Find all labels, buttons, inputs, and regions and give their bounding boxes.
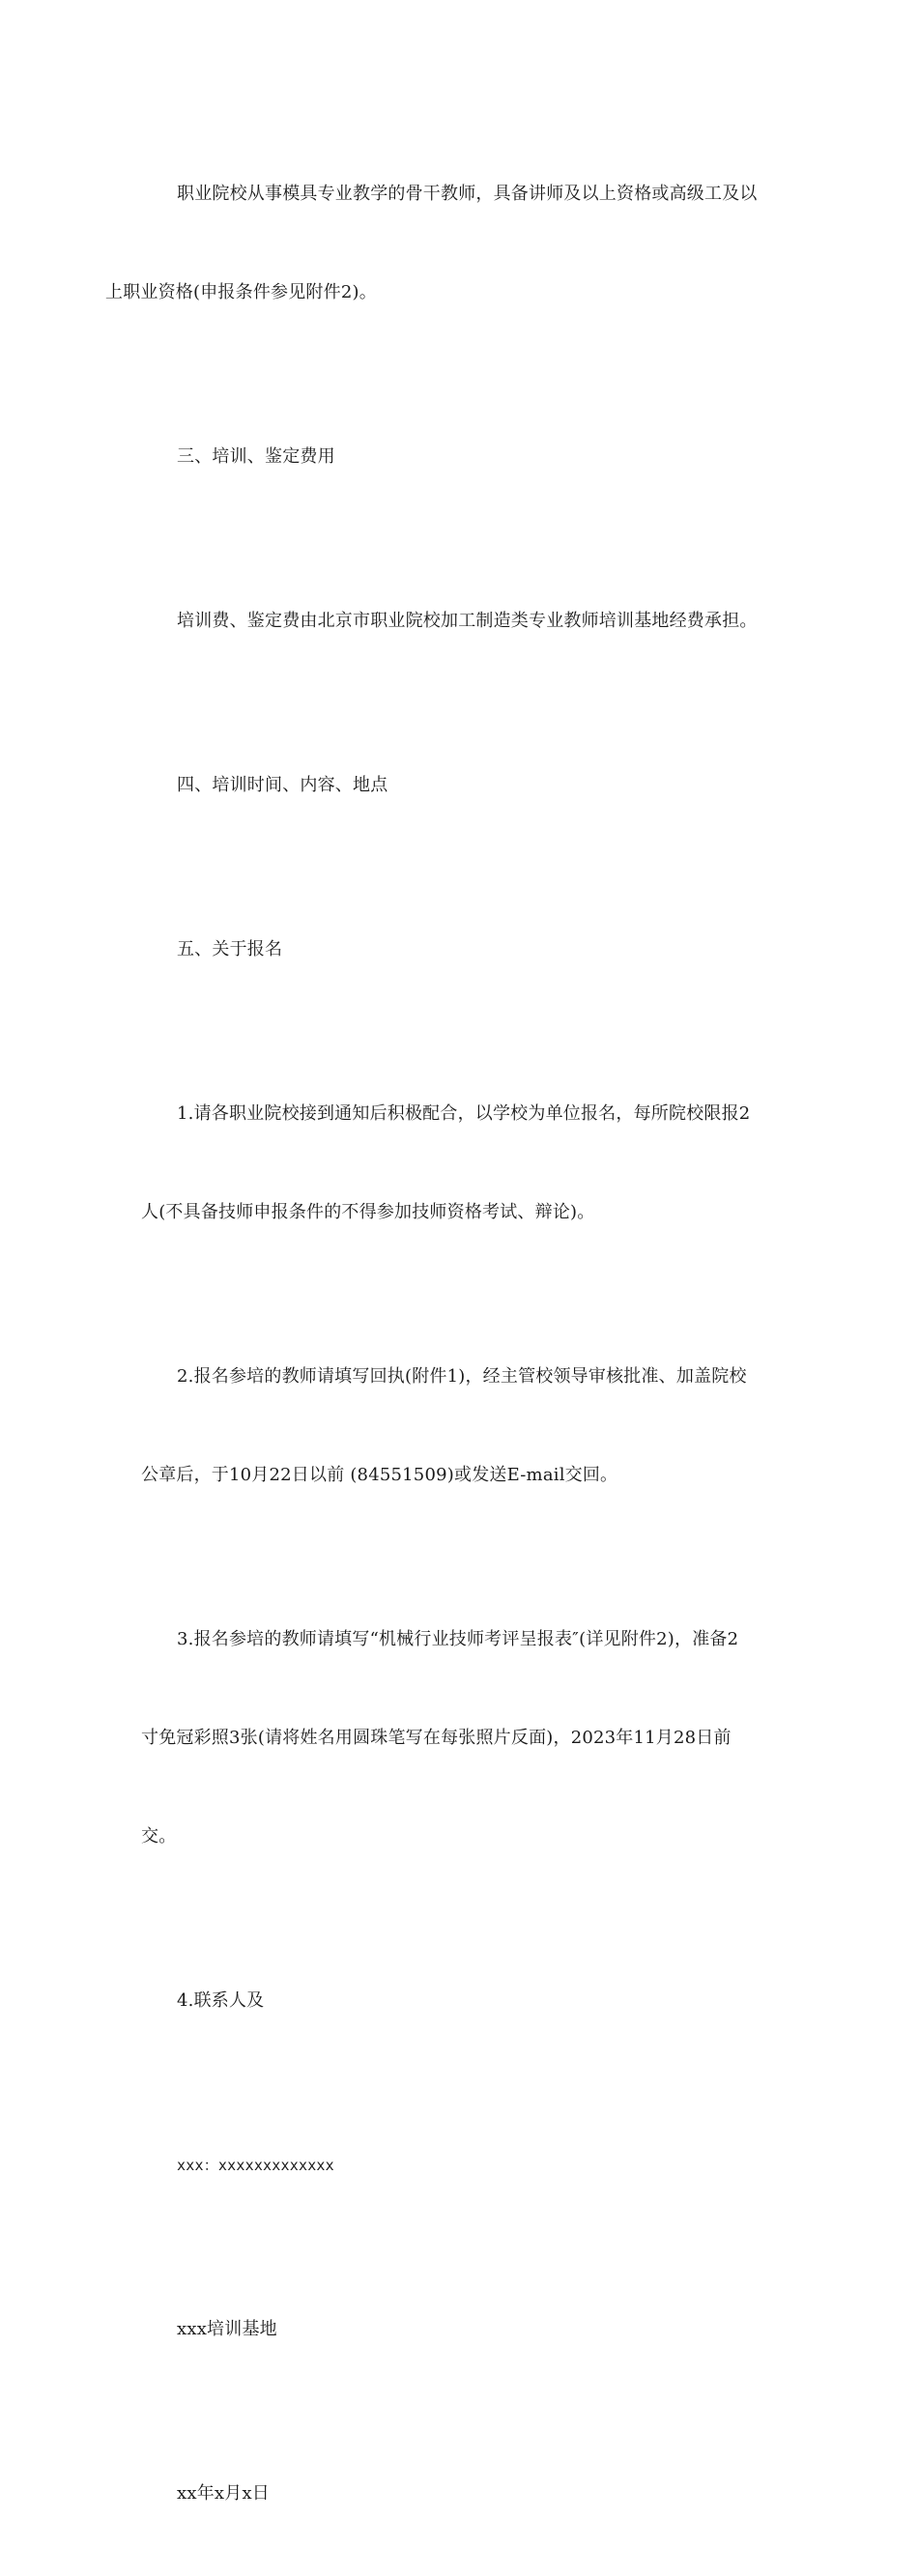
paragraph-fees (141, 539, 779, 703)
text-line: 四、培训时间、内容、地点 (177, 775, 388, 795)
text-line: 3.报名参培的教师请填写“机械行业技师考评呈报表″(详见附件2)，准备2 (177, 1629, 739, 1649)
paragraph-registration-1 (141, 1032, 779, 1295)
document-body (105, 112, 779, 2576)
text-line: 人(不具备技师申报条件的不得参加技师资格考试、辩论)。 (141, 1202, 595, 1222)
text-line: 上职业资格(申报条件参见附件2)。 (105, 282, 377, 302)
section-heading-registration (141, 868, 779, 1032)
text-line: 职业院校从事模具专业教学的骨干教师，具备讲师及以上资格或高级工及以 (177, 184, 758, 204)
paragraph-registration-3 (141, 1558, 779, 1919)
text-line: 寸免冠彩照3张(请将姓名用圆珠笔写在每张照片反面)，2023年11月28日前 (141, 1728, 732, 1748)
text-line: 公章后，于10月22日以前 (84551509)或发送E-mail交回。 (141, 1465, 618, 1485)
text-line: xx年x月x日 (177, 2483, 271, 2504)
text-line: 4.联系人及 (177, 1990, 265, 2011)
text-line: 五、关于报名 (177, 939, 283, 959)
text-line: xxx：xxxxxxxxxxxxx (177, 2157, 334, 2174)
text-line: 1.请各职业院校接到通知后积极配合，以学校为单位报名，每所院校限报2 (177, 1103, 751, 1124)
paragraph-registration-2 (141, 1295, 779, 1558)
text-line: 2.报名参培的教师请填写回执(附件1)，经主管校领导审核批准、加盖院校 (177, 1366, 747, 1387)
text-line: 培训费、鉴定费由北京市职业院校加工制造类专业教师培训基地经费承担。 (177, 611, 758, 631)
text-line: xxx培训基地 (177, 2319, 277, 2339)
contact-info (141, 2083, 779, 2247)
signature-date (141, 2412, 779, 2576)
text-line: 三、培训、鉴定费用 (177, 446, 335, 467)
signature-organization (141, 2247, 779, 2412)
paragraph-contact-heading (141, 1919, 779, 2083)
text-line: 交。 (141, 1826, 177, 1846)
section-heading-schedule (141, 703, 779, 868)
section-heading-fees (141, 375, 779, 539)
paragraph-eligibility (105, 112, 779, 375)
